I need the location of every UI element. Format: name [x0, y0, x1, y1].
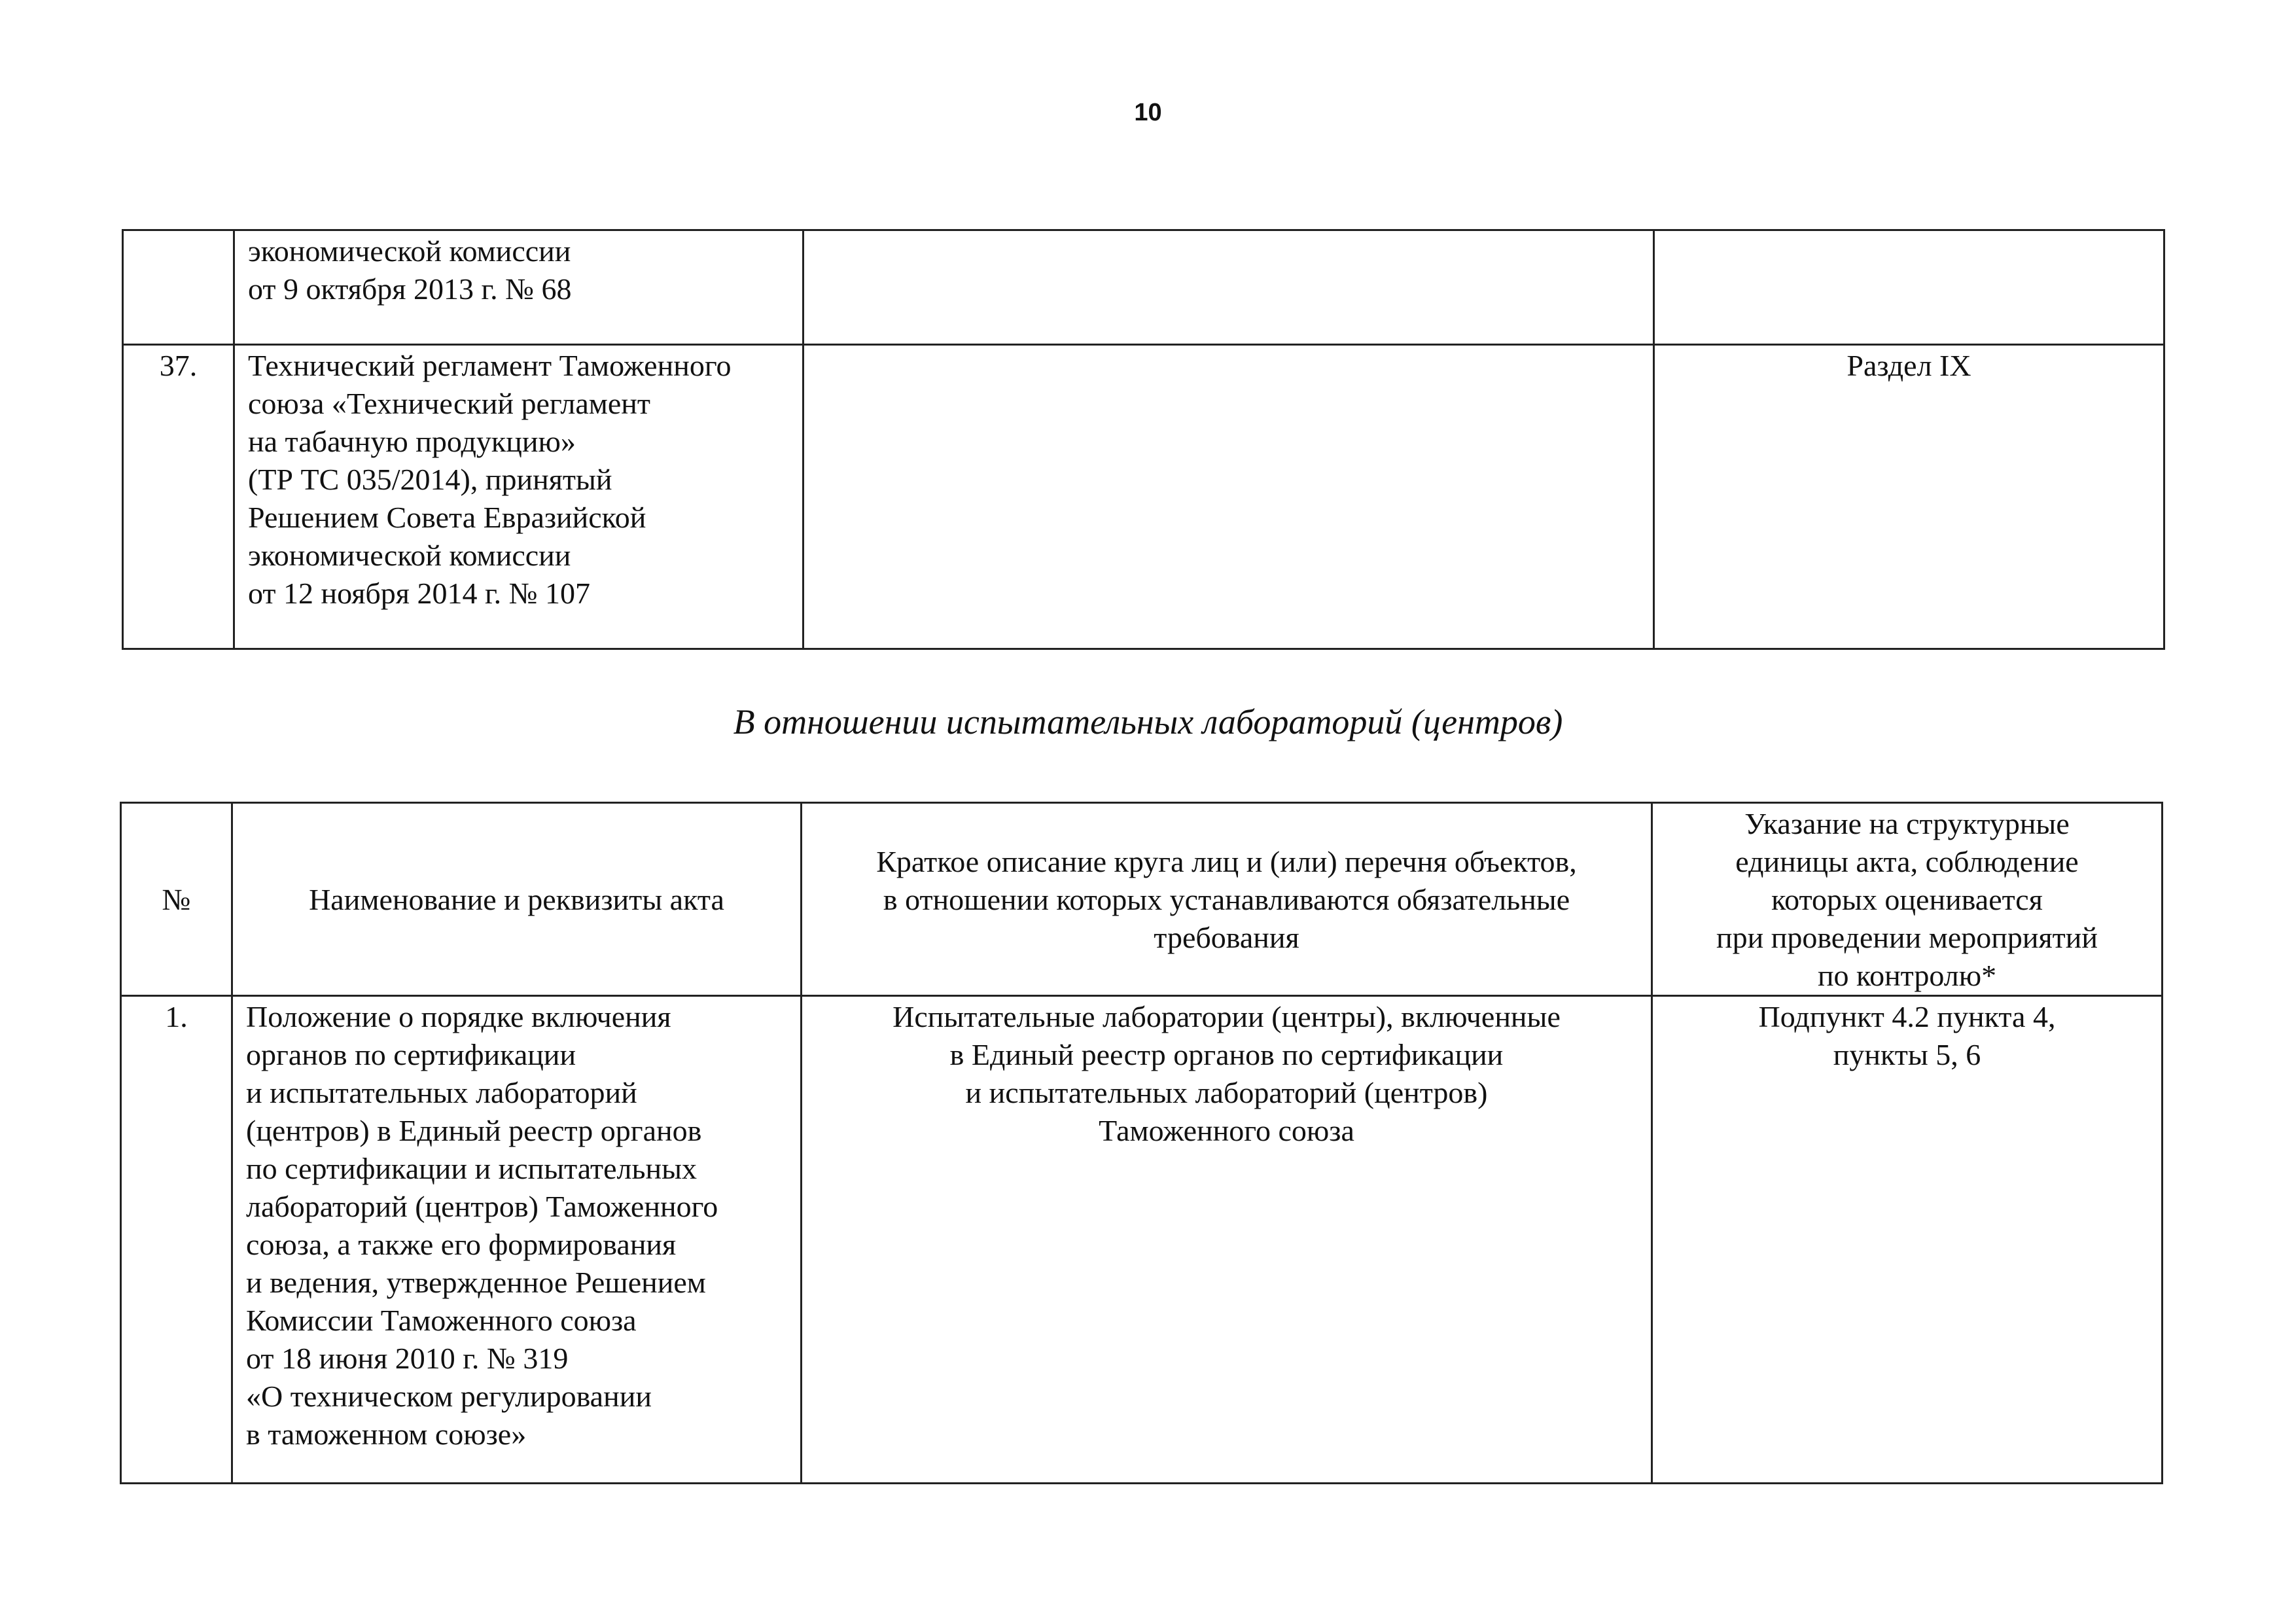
act-name-line: от 18 июня 2010 г. № 319	[246, 1342, 569, 1375]
act-name-line: экономической комиссии	[248, 234, 571, 268]
act-name-cell	[232, 996, 802, 1484]
act-name-cell	[234, 345, 804, 649]
act-name-line: Комиссии Таможенного союза	[246, 1304, 637, 1337]
act-name-line: в таможенном союзе»	[246, 1418, 527, 1451]
header-units-line: которых оценивается	[1771, 883, 2043, 916]
header-units-line: по контролю*	[1817, 959, 1997, 992]
act-name-line: и испытательных лабораторий	[246, 1076, 637, 1109]
act-name-line: экономической комиссии	[248, 539, 571, 572]
act-name-line: на табачную продукцию»	[248, 425, 576, 458]
header-description-line: в отношении которых устанавливаются обязательные	[883, 883, 1570, 916]
header-structural-units	[1652, 803, 2163, 996]
table-header-row	[121, 803, 2163, 996]
act-name-line: от 9 октября 2013 г. № 68	[248, 272, 572, 306]
description-line: в Единый реестр органов по сертификации	[949, 1038, 1504, 1071]
structural-units-cell: Раздел IX	[1654, 345, 2164, 649]
row-number-cell	[123, 230, 234, 345]
description-line: Таможенного союза	[1099, 1114, 1354, 1147]
act-name-line: союза «Технический регламент	[248, 387, 651, 420]
header-act-name: Наименование и реквизиты акта	[232, 803, 802, 996]
description-cell	[804, 230, 1654, 345]
act-name-line: Технический регламент Таможенного	[248, 349, 732, 382]
structural-units-cell	[1652, 996, 2163, 1484]
requirements-table-continued	[122, 229, 2165, 650]
header-description-line: требования	[1154, 921, 1299, 954]
header-units-line: Указание на структурные	[1744, 807, 2070, 840]
header-units-line: при проведении мероприятий	[1716, 921, 2098, 954]
table-row	[123, 345, 2164, 649]
act-name-line: органов по сертификации	[246, 1038, 576, 1071]
description-cell	[802, 996, 1652, 1484]
header-description-line: Краткое описание круга лиц и (или) перечня объектов,	[876, 845, 1577, 878]
page-number: 10	[1134, 99, 1162, 126]
act-name-line: (ТР ТС 035/2014), принятый	[248, 463, 612, 496]
description-line: и испытательных лабораторий (центров)	[965, 1076, 1488, 1109]
description-line: Испытательные лаборатории (центры), включенные	[892, 1000, 1561, 1033]
act-name-line: союза, а также его формирования	[246, 1228, 677, 1261]
labs-requirements-table	[120, 802, 2163, 1484]
act-name-line: Решением Совета Евразийской	[248, 501, 646, 534]
table-row	[123, 230, 2164, 345]
structural-units-line: Подпункт 4.2 пункта 4,	[1758, 1000, 2056, 1033]
act-name-line: от 12 ноября 2014 г. № 107	[248, 577, 591, 610]
row-number-cell: 1.	[121, 996, 232, 1484]
header-description	[802, 803, 1652, 996]
act-name-line: лабораторий (центров) Таможенного	[246, 1190, 718, 1223]
act-name-line: «О техническом регулировании	[246, 1380, 652, 1413]
structural-units-cell	[1654, 230, 2164, 345]
act-name-line: и ведения, утвержденное Решением	[246, 1266, 706, 1299]
description-cell	[804, 345, 1654, 649]
act-name-line: по сертификации и испытательных	[246, 1152, 698, 1185]
act-name-line: (центров) в Единый реестр органов	[246, 1114, 702, 1147]
act-name-line: Положение о порядке включения	[246, 1000, 671, 1033]
header-number: №	[121, 803, 232, 996]
table-row	[121, 996, 2163, 1484]
act-name-cell	[234, 230, 804, 345]
header-units-line: единицы акта, соблюдение	[1735, 845, 2079, 878]
structural-units-line: пункты 5, 6	[1833, 1038, 1981, 1071]
section-title: В отношении испытательных лабораторий (центров)	[733, 702, 1563, 741]
row-number-cell: 37.	[123, 345, 234, 649]
